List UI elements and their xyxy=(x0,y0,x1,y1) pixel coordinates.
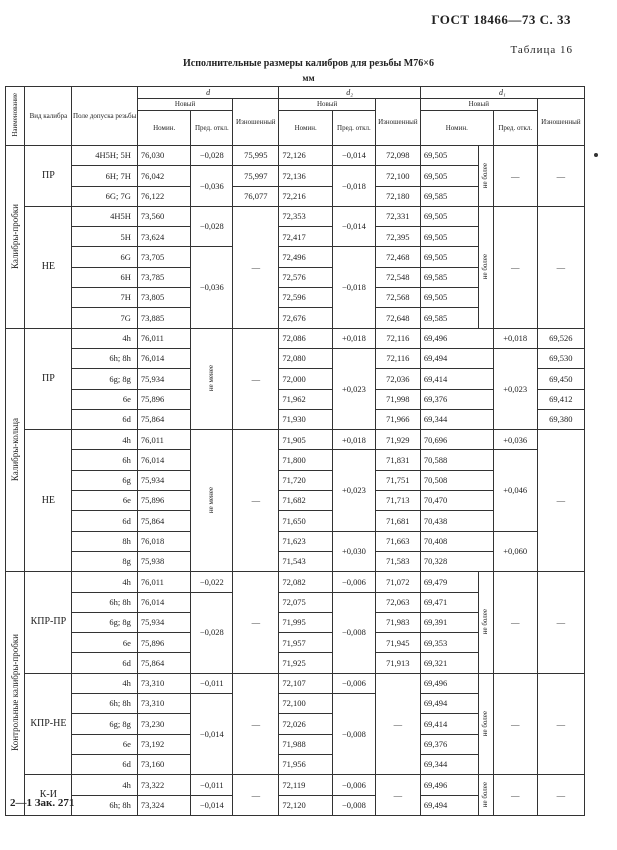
header-d1-iznoshen: Изношенный xyxy=(537,99,584,146)
table-row: 6g; 8g 75,934 72,000 72,036 69,414 69,450 xyxy=(6,369,585,389)
table-row: 6e 75,896 71,962 71,998 69,376 69,412 xyxy=(6,389,585,409)
group-koltsa: Калибры-кольца xyxy=(6,328,25,572)
header-vid: Вид калибра xyxy=(25,87,72,146)
vid-cell: КПР-ПР xyxy=(25,572,72,673)
table-title: Исполнительные размеры калибров для резьбы М76×6 xyxy=(183,58,434,69)
header-d-iznoshen: Изношенный xyxy=(233,99,279,146)
table-row: НЕ 4H5H 73,560 −0,028 — 72,353 −0,014 72,331 69,505 не более — — xyxy=(6,206,585,226)
table-row: К-И 4h 73,322 −0,011 — 72,119 −0,006 — 69,496 не более — — xyxy=(6,775,585,795)
vid-cell: К-И xyxy=(25,775,72,816)
table-row: 6e 73,192 71,988 69,376 xyxy=(6,734,585,754)
table-row: КПР-НЕ 4h 73,310 −0,011 — 72,107 −0,006 — 69,496 не более — — xyxy=(6,673,585,693)
table-row: 6h; 8h 73,324 −0,014 72,120 −0,008 69,494 xyxy=(6,795,585,815)
table-row: НЕ 4h 76,011 не менее — 71,905 +0,018 71,929 70,696 +0,036 — xyxy=(6,430,585,450)
header-d1: d₁ xyxy=(420,87,584,99)
header-d2: d₂ xyxy=(279,87,420,99)
table-row: 6g 75,934 71,720 71,751 70,508 xyxy=(6,470,585,490)
table-row: 6H; 7H 76,042 −0,036 75,997 72,136 −0,018 72,100 69,505 xyxy=(6,166,585,186)
table-row: 6d 73,160 71,956 69,344 xyxy=(6,754,585,774)
table-row: 6h 76,014 71,800 +0,023 71,831 70,588 +0,046 xyxy=(6,450,585,470)
table-row: 7H 73,805 72,596 72,568 69,505 xyxy=(6,288,585,308)
dimensions-table xyxy=(5,86,585,816)
table-row: 8g 75,938 71,543 71,583 70,328 xyxy=(6,551,585,571)
header-d1-nomin: Номин. xyxy=(420,111,493,146)
table-row: Калибры-кольца ПР 4h 76,011 не менее — 72,086 +0,018 72,116 69,496 +0,018 69,526 xyxy=(6,328,585,348)
ne-bolee-label: не более xyxy=(478,206,493,328)
table-row: 8h 76,018 71,623 +0,030 71,663 70,408 +0,060 xyxy=(6,531,585,551)
table-row: 6e 75,896 71,957 71,945 69,353 xyxy=(6,633,585,653)
header-d-nomin: Номин. xyxy=(137,111,191,146)
margin-dot xyxy=(594,153,598,157)
ne-bolee-label: не более xyxy=(478,673,493,774)
table-row: 6h; 8h 76,014 72,080 +0,023 72,116 69,494 +0,023 69,530 xyxy=(6,348,585,368)
table-row: 6e 75,896 71,682 71,713 70,470 xyxy=(6,491,585,511)
table-row: 7G 73,885 72,676 72,648 69,585 xyxy=(6,308,585,328)
header-d2-iznoshen: Изношенный xyxy=(375,99,420,146)
ne-bolee-label: не более xyxy=(478,775,493,816)
table-row: 6d 75,864 71,925 71,913 69,321 xyxy=(6,653,585,673)
header-d-novyi: Новый xyxy=(137,99,232,111)
header-naimenovanie: Наименование xyxy=(6,87,25,146)
table-row: 6d 75,864 71,650 71,681 70,438 xyxy=(6,511,585,531)
ne-bolee-label: не более xyxy=(478,146,493,207)
header-pole: Поле допуска резьбы xyxy=(72,87,137,146)
table-row: Калибры-пробки ПР 4H5H; 5H 76,030 −0,028 75,995 72,126 −0,014 72,098 69,505 не более — — xyxy=(6,146,585,166)
ne-menee-label: не менее xyxy=(191,430,233,572)
group-kontrol: Контрольные калибры-пробки xyxy=(6,572,25,816)
vid-cell: КПР-НЕ xyxy=(25,673,72,774)
header-d-pred: Пред. откл. xyxy=(191,111,233,146)
header-d2-pred: Пред. откл. xyxy=(332,111,375,146)
vid-cell: НЕ xyxy=(25,430,72,572)
ne-menee-label: не менее xyxy=(191,328,233,429)
table-row: 6G 73,705 −0,036 72,496 −0,018 72,468 69,505 xyxy=(6,247,585,267)
table-row: 6h; 8h 73,310 −0,014 72,100 −0,008 69,494 xyxy=(6,694,585,714)
units-label: мм xyxy=(302,73,315,83)
table-row: 6g; 8g 75,934 71,995 71,983 69,391 xyxy=(6,612,585,632)
table-row: 6G; 7G 76,122 76,077 72,216 72,180 69,585 xyxy=(6,186,585,206)
table-row: Контрольные калибры-пробки КПР-ПР 4h 76,011 −0,022 — 72,082 −0,006 71,072 69,479 не более — — xyxy=(6,572,585,592)
header-d: d xyxy=(137,87,279,99)
table-row: 6H 73,785 72,576 72,548 69,585 xyxy=(6,267,585,287)
table-number: Таблица 16 xyxy=(510,44,573,56)
header-d1-novyi: Новый xyxy=(420,99,537,111)
header-d2-novyi: Новый xyxy=(279,99,375,111)
table-row: 5H 73,624 72,417 72,395 69,505 xyxy=(6,227,585,247)
table-row: 6d 75,864 71,930 71,966 69,344 69,380 xyxy=(6,409,585,429)
ne-bolee-label: не более xyxy=(478,572,493,673)
table-row: 6g; 8g 73,230 72,026 69,414 xyxy=(6,714,585,734)
vid-cell: НЕ xyxy=(25,206,72,328)
group-probki: Калибры-пробки xyxy=(6,146,25,329)
vid-cell: ПР xyxy=(25,328,72,429)
table-row: 6h; 8h 76,014 −0,028 72,075 −0,008 72,063 69,471 xyxy=(6,592,585,612)
header-d2-nomin: Номин. xyxy=(279,111,333,146)
page-header: ГОСТ 18466—73 С. 33 xyxy=(431,12,571,27)
vid-cell: ПР xyxy=(25,146,72,207)
page-footer: 2—1 Зак. 271 xyxy=(10,797,75,809)
header-d1-pred: Пред. откл. xyxy=(493,111,537,146)
